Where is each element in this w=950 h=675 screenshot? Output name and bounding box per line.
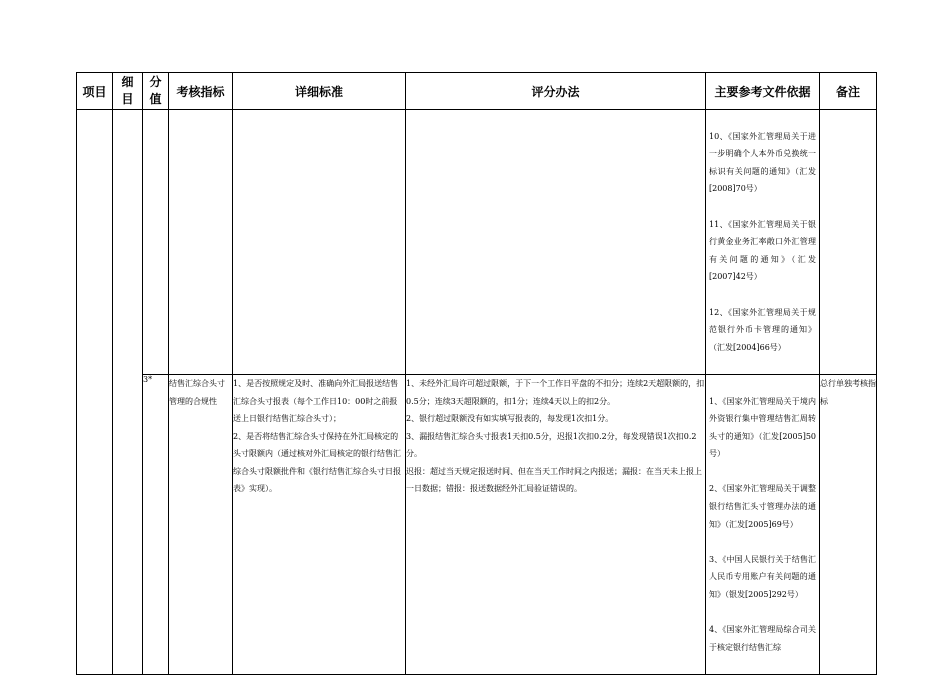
- header-refs: 主要参考文件依据: [706, 73, 820, 110]
- method-cell: [406, 110, 706, 375]
- assessment-table: [76, 72, 877, 675]
- item-cell: [77, 110, 113, 675]
- detail-cell: [113, 110, 143, 675]
- score-cell: [143, 110, 169, 375]
- header-standard: 详细标准: [233, 73, 406, 110]
- table-row: [77, 110, 877, 375]
- note-cell: [820, 110, 877, 375]
- header-detail: [113, 73, 143, 110]
- header-detail-text: 细 目: [121, 75, 134, 106]
- score-cell: 3*: [143, 374, 169, 674]
- refs-cell: [706, 110, 820, 375]
- ref-item: 1、《国家外汇管理局关于境内外资银行集中管理结售汇周转头寸的通知》（汇发[2005]50号）: [709, 396, 816, 459]
- ref-item: 12、《国家外汇管理局关于规范银行外币卡管理的通知》（汇发[2004]66号）: [709, 307, 816, 352]
- ref-item: 11、《国家外汇管理局关于银行黄金业务汇率敞口外汇管理有关问题的通知》（汇发[2007]42号）: [709, 219, 816, 282]
- table-header-row: [77, 73, 877, 110]
- indicator-cell: [169, 110, 233, 375]
- header-item: 项目: [77, 73, 113, 110]
- method-cell: 1、未经外汇局许可超过限额，于下一个工作日平盘的不扣分；连续2天超限额的，扣0.5分；连续3天超限额的，扣1分；连续4天以上的扣2分。 2、银行超过限额没有如实填写报表的，每发现1次扣1分。 3、漏报结售汇综合头寸报表1天扣0.5分，迟报1次扣0.2分，每发现错误1次扣0.2分。 迟报：超过当天规定报送时间、但在当天工作时间之内报送；漏报：在当天未上报上一日数据；错报：报送数据经外汇局验证错误的。: [406, 374, 706, 674]
- standard-cell: 1、是否按照规定及时、准确向外汇局报送结售汇综合头寸报表（每个工作日10：00时之前报送上日银行结售汇综合头寸）； 2、是否将结售汇综合头寸保持在外汇局核定的头寸限额内（通过核对外汇局核定的银行结售汇综合头寸限额批件和《银行结售汇综合头寸日报表》实现）。: [233, 374, 406, 674]
- table-row: [77, 374, 877, 674]
- standard-cell: [233, 110, 406, 375]
- ref-item: 10、《国家外汇管理局关于进一步明确个人本外币兑换统一标识有关问题的通知》（汇发[2008]70号）: [709, 131, 816, 194]
- ref-item: 2、《国家外汇管理局关于调整银行结售汇头寸管理办法的通知》（汇发[2005]69号）: [709, 484, 816, 529]
- header-score-text: 分 值: [149, 75, 162, 106]
- header-note: 备注: [820, 73, 877, 110]
- header-method: 评分办法: [406, 73, 706, 110]
- header-score: [143, 73, 169, 110]
- header-indicator: 考核指标: [169, 73, 233, 110]
- ref-item: 4、《国家外汇管理局综合司关于核定银行结售汇综: [709, 625, 816, 652]
- note-cell: 总行单独考核指标: [820, 374, 877, 674]
- refs-cell: [706, 374, 820, 674]
- ref-item: 3、《中国人民银行关于结售汇人民币专用账户有关问题的通知》（银发[2005]292号）: [709, 554, 816, 600]
- indicator-cell: 结售汇综合头寸管理的合规性: [169, 374, 233, 674]
